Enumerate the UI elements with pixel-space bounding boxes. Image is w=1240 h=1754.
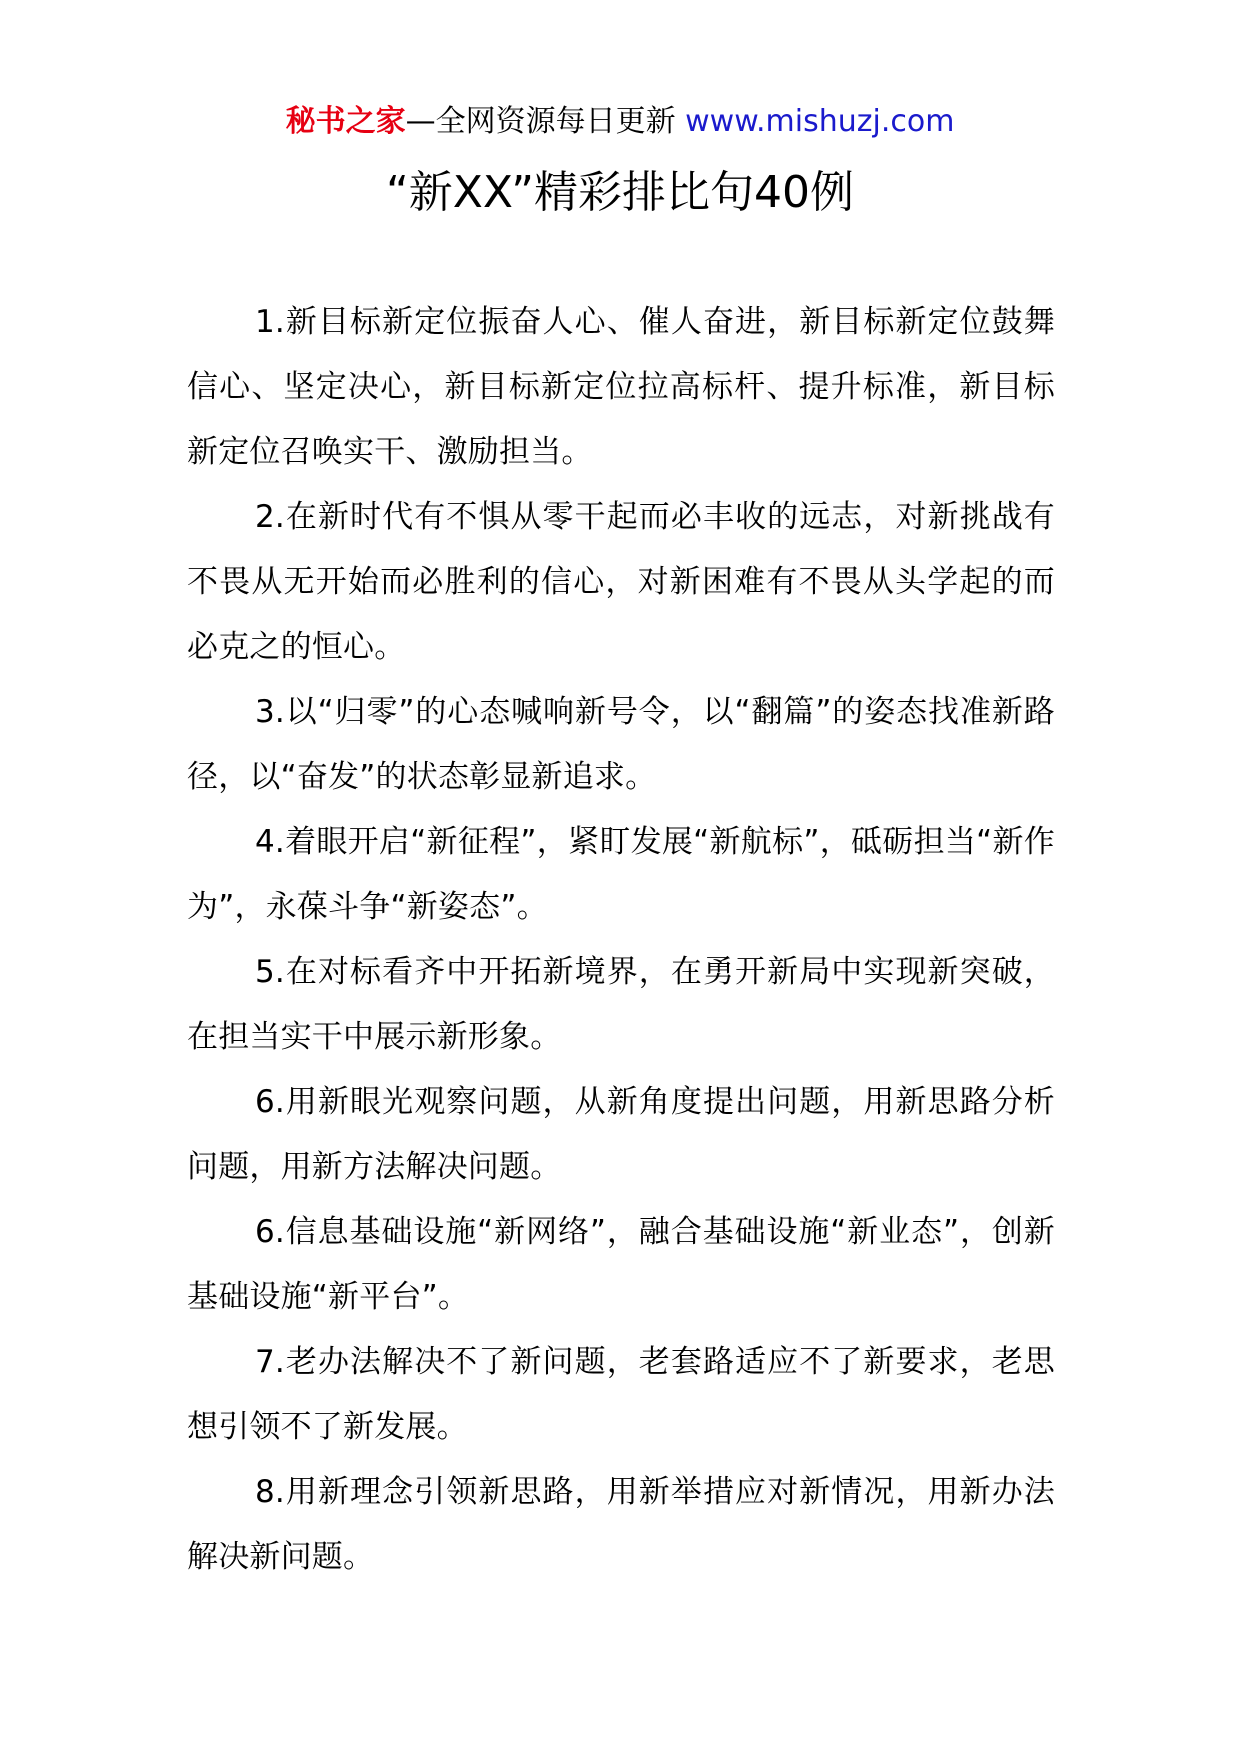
- paragraph-7: 6.信息基础设施“新网络”，融合基础设施“新业态”，创新基础设施“新平台”。: [187, 1214, 1055, 1315]
- paragraph-3: 3.以“归零”的心态喊响新号令，以“翻篇”的姿态找准新路径，以“奋发”的状态彰显新追求。: [187, 694, 1055, 795]
- site-header: [0, 100, 1240, 144]
- paragraph-4: 4.着眼开启“新征程”，紧盯发展“新航标”，砥砺担当“新作为”，永葆斗争“新姿态”。: [187, 824, 1055, 925]
- site-url-link[interactable]: www.mishuzj.com: [685, 104, 955, 139]
- header-slogan: —全网资源每日更新: [405, 104, 686, 139]
- paragraph-6: 6.用新眼光观察问题，从新角度提出问题，用新思路分析问题，用新方法解决问题。: [187, 1084, 1055, 1185]
- brand-name: 秘书之家: [285, 104, 406, 139]
- paragraph-2: 2.在新时代有不惧从零干起而必丰收的远志，对新挑战有不畏从无开始而必胜利的信心，对新困难有不畏从头学起的而必克之的恒心。: [187, 499, 1055, 665]
- paragraph-8: 7.老办法解决不了新问题，老套路适应不了新要求，老思想引领不了新发展。: [187, 1344, 1055, 1445]
- document-body: [187, 290, 1055, 1590]
- paragraph-1: 1.新目标新定位振奋人心、催人奋进，新目标新定位鼓舞信心、坚定决心，新目标新定位拉高标杆、提升标准，新目标新定位召唤实干、激励担当。: [187, 304, 1055, 470]
- document-title: “新XX”精彩排比句40例: [385, 167, 855, 218]
- paragraph-9: 8.用新理念引领新思路，用新举措应对新情况，用新办法解决新问题。: [187, 1474, 1055, 1575]
- paragraph-5: 5.在对标看齐中开拓新境界，在勇开新局中实现新突破，在担当实干中展示新形象。: [187, 954, 1055, 1055]
